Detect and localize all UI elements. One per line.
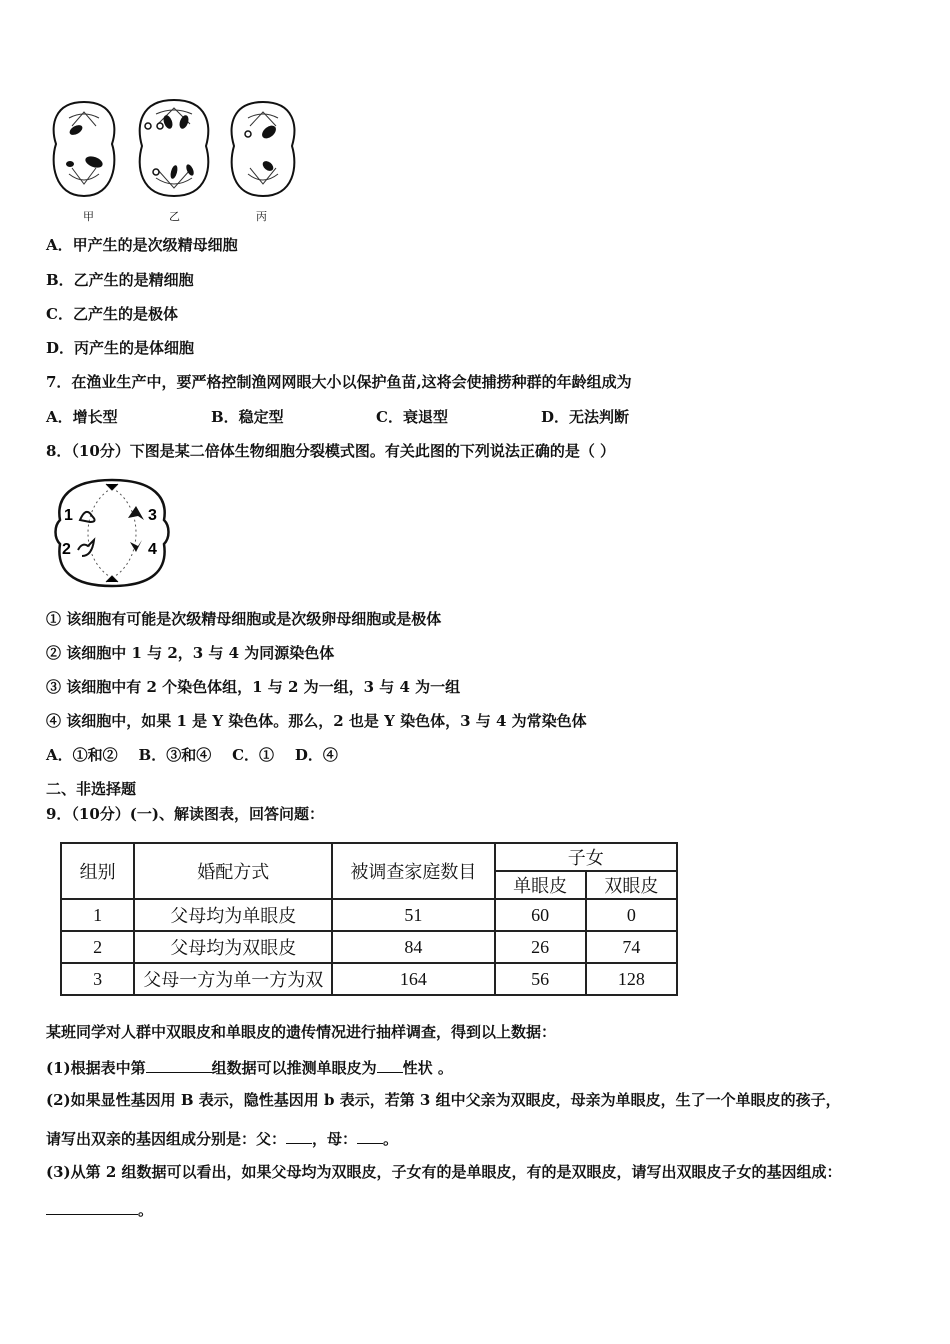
table-cell: 164 bbox=[332, 963, 494, 995]
table-row bbox=[61, 931, 677, 963]
q7-stem: 7．在渔业生产中，要严格控制渔网网眼大小以保护鱼苗,这将会使捕捞种群的年龄组成为 bbox=[46, 373, 632, 391]
q9-part-2-text-b: 请写出双亲的基因组成分别是：父： bbox=[46, 1130, 287, 1148]
table-cell: 1 bbox=[61, 899, 134, 931]
section-title: 二、非选择题 bbox=[46, 780, 137, 798]
answer-blank-mother[interactable] bbox=[357, 1127, 383, 1144]
header-marriage-type: 婚配方式 bbox=[134, 843, 332, 899]
table-cell: 父母均为单眼皮 bbox=[134, 899, 332, 931]
answer-blank-group[interactable] bbox=[146, 1056, 212, 1073]
q7-option-a: A．增长型 bbox=[46, 408, 118, 426]
cell-division-figure-q6 bbox=[44, 96, 306, 204]
q7-options bbox=[46, 407, 629, 427]
q8-stem: 8．（10分）下图是某二倍体生物细胞分裂模式图。有关此图的下列说法正确的是（ ） bbox=[46, 442, 616, 460]
subheader-single-eyelid: 单眼皮 bbox=[495, 871, 586, 899]
table-cell: 60 bbox=[495, 899, 586, 931]
q9-stem: 9．（10分）(一)、解读图表，回答问题： bbox=[46, 805, 325, 823]
chromosome-label-3: 3 bbox=[148, 507, 157, 524]
q8-statement-3: ③ 该细胞中有 2 个染色体组，1 与 2 为一组，3 与 4 为一组 bbox=[46, 678, 461, 696]
q9-part-2-text-c: ，母： bbox=[312, 1130, 358, 1148]
q7-option-d: D．无法判断 bbox=[541, 408, 630, 426]
q7-option-c: C．衰退型 bbox=[376, 408, 448, 426]
q8-statement-4: ④ 该细胞中，如果 1 是 Y 染色体。那么，2 也是 Y 染色体，3 与 4 为常染色体 bbox=[46, 712, 587, 730]
q9-part-2-text-d: 。 bbox=[383, 1130, 399, 1148]
table-cell: 84 bbox=[332, 931, 494, 963]
q8-options: A．①和② B．③和④ C．① D．④ bbox=[46, 746, 338, 764]
q6-option-c: C．乙产生的是极体 bbox=[46, 305, 178, 323]
table-row bbox=[61, 963, 677, 995]
cell-division-figure-q8 bbox=[52, 476, 172, 590]
table-cell: 26 bbox=[495, 931, 586, 963]
q9-part-3: (3)从第 2 组数据可以看出，如果父母均为双眼皮，子女有的是单眼皮，有的是双眼皮，请写出双眼皮子女的基因组成： bbox=[46, 1163, 842, 1181]
table-cell: 父母一方为单一方为双 bbox=[134, 963, 332, 995]
table-cell: 56 bbox=[495, 963, 586, 995]
table-cell: 128 bbox=[586, 963, 677, 995]
chromosome-label-2: 2 bbox=[62, 541, 71, 558]
figure-label-bing: 丙 bbox=[256, 210, 267, 223]
q9-part-3-end: 。 bbox=[138, 1201, 154, 1219]
q6-option-b: B．乙产生的是精细胞 bbox=[46, 271, 194, 289]
table-cell: 3 bbox=[61, 963, 134, 995]
q9-part-1-text-a: (1)根据表中第 bbox=[46, 1059, 146, 1077]
q9-part-2-answer bbox=[46, 1127, 398, 1149]
q9-part-1-text-b: 组数据可以推测单眼皮为 bbox=[211, 1059, 377, 1077]
figure-label-yi: 乙 bbox=[169, 210, 180, 223]
answer-blank-trait[interactable] bbox=[377, 1056, 403, 1073]
q9-part-3-answer bbox=[46, 1198, 153, 1220]
header-group: 组别 bbox=[61, 843, 134, 899]
q7-option-b: B．稳定型 bbox=[211, 408, 284, 426]
chromosome-label-4: 4 bbox=[148, 541, 157, 558]
q8-statement-2: ② 该细胞中 1 与 2，3 与 4 为同源染色体 bbox=[46, 644, 335, 662]
answer-blank-father[interactable] bbox=[286, 1127, 312, 1144]
chromosome-label-1: 1 bbox=[64, 507, 73, 524]
subheader-double-eyelid: 双眼皮 bbox=[586, 871, 677, 899]
q8-statement-1: ① 该细胞有可能是次级精母细胞或是次级卵母细胞或是极体 bbox=[46, 610, 442, 628]
table-cell: 父母均为双眼皮 bbox=[134, 931, 332, 963]
q9-data-table bbox=[60, 842, 678, 996]
table-row bbox=[61, 899, 677, 931]
table-cell: 0 bbox=[586, 899, 677, 931]
q9-part-1 bbox=[46, 1056, 453, 1078]
q9-part-1-text-c: 性状 。 bbox=[402, 1059, 453, 1077]
q6-option-d: D．丙产生的是体细胞 bbox=[46, 339, 195, 357]
table-cell: 74 bbox=[586, 931, 677, 963]
header-children: 子女 bbox=[495, 843, 677, 871]
answer-blank-genotype[interactable] bbox=[46, 1198, 138, 1215]
figure-label-jia: 甲 bbox=[83, 210, 94, 223]
table-cell: 51 bbox=[332, 899, 494, 931]
table-cell: 2 bbox=[61, 931, 134, 963]
q9-intro: 某班同学对人群中双眼皮和单眼皮的遗传情况进行抽样调查，得到以上数据： bbox=[46, 1023, 557, 1041]
q6-option-a: A．甲产生的是次级精母细胞 bbox=[46, 236, 238, 254]
header-family-count: 被调查家庭数目 bbox=[332, 843, 494, 899]
q9-part-2: (2)如果显性基因用 B 表示，隐性基因用 b 表示，若第 3 组中父亲为双眼皮，母亲为单眼皮，生了一个单眼皮的孩子， bbox=[46, 1091, 841, 1109]
